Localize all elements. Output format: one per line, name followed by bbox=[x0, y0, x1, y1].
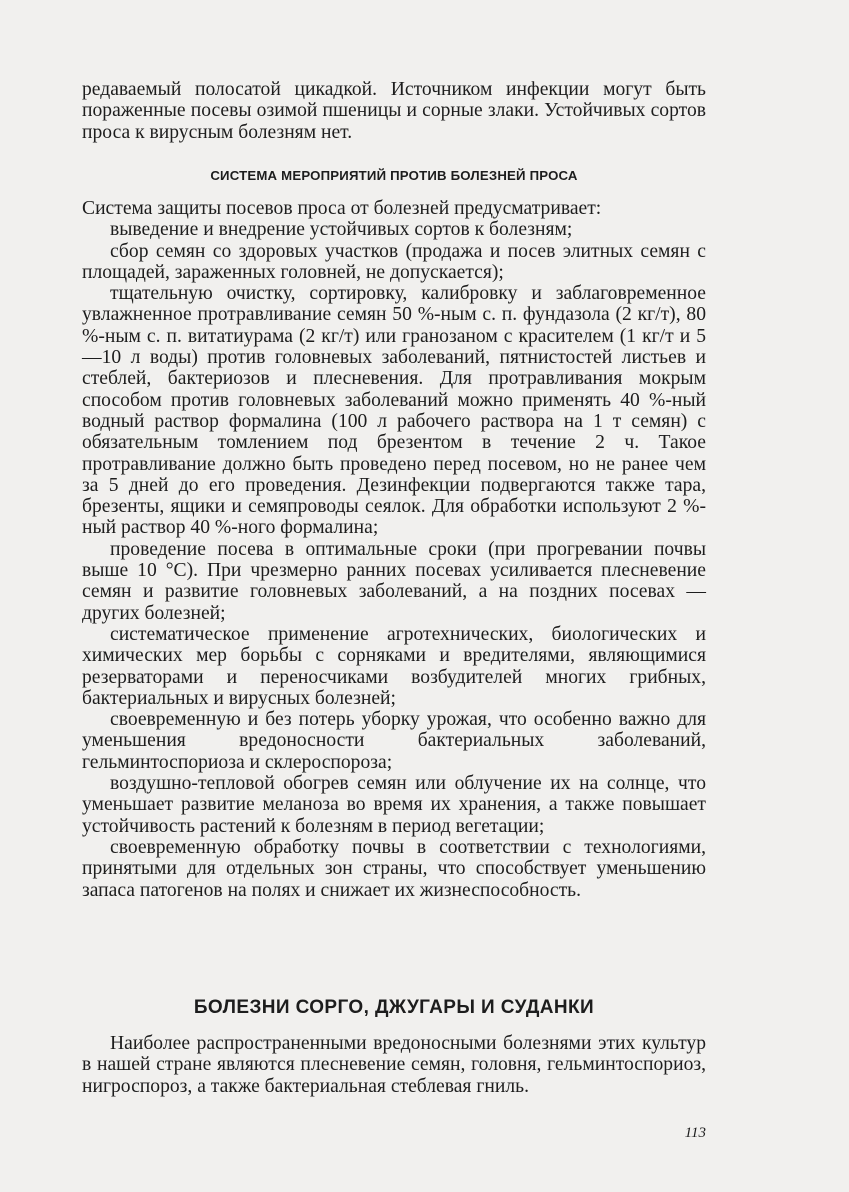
page-number: 113 bbox=[684, 1125, 706, 1141]
measure-item: своевременную обработку почвы в соответствии с технологиями, принятыми для отдельных зон страны, что способствует уменьшению запаса патогенов на полях и снижает их жизнеспособность. bbox=[82, 836, 706, 901]
measures-intro: Система защиты посевов проса от болезней предусматривает: bbox=[82, 198, 602, 219]
continued-paragraph bbox=[82, 79, 706, 143]
measures-list bbox=[82, 198, 706, 901]
measure-item: сбор семян со здоровых участков (продажа и посев элитных семян с площадей, зараженных головней, не допускается); bbox=[82, 240, 706, 283]
measure-item: выведение и внедрение устойчивых сортов к болезням; bbox=[110, 219, 573, 241]
section-heading: СИСТЕМА МЕРОПРИЯТИЙ ПРОТИВ БОЛЕЗНЕЙ ПРОСА bbox=[210, 168, 578, 183]
measure-item: воздушно-тепловой обогрев семян или облучение их на солнце, что уменьшает развитие меланоза во время их хранения, а также повышает устойчивость растений к болезням в период вегетации; bbox=[82, 773, 706, 837]
chapter-intro bbox=[82, 1033, 706, 1097]
measure-item: систематическое применение агротехнических, биологических и химических мер борьбы с сорняками и вредителями, являющимися резерваторами и переносчиками возбудителей многих грибных, бактериальных и вирусных болезней; bbox=[82, 623, 706, 709]
chapter-heading: БОЛЕЗНИ СОРГО, ДЖУГАРЫ И СУДАНКИ bbox=[193, 997, 595, 1018]
measure-item: проведение посева в оптимальные сроки (при прогревании почвы выше 10 °С). При чрезмерно ранних посевах усиливается плесневение семян и развитие головневых заболеваний, а на поздних посевах — других болезней; bbox=[82, 538, 706, 624]
measure-item: своевременную и без потерь уборку урожая, что особенно важно для уменьшения вредоносности бактериальных заболеваний, гельминтоспориоза и склероспороза; bbox=[82, 709, 706, 773]
measure-item: тщательную очистку, сортировку, калибровку и заблаговременное увлажненное протравливание семян 50 %-ным с. п. фундазола (2 кг/т), 80 %-ным с. п. витатиурама (2 кг/т) или гранозаном с красителем (1 кг/т и 5—10 л воды) против головневых заболеваний, пятнистостей листьев и стеблей, бактериозов и плесневения. Для протравливания мокрым способом против головневых заболеваний можно применять 40 %-ный водный раствор формалина (100 л рабочего раствора на 1 т семян) с обязательным томлением под брезентом в течение 2 ч. Такое протравливание должно быть проведено перед посевом, но не ранее чем за 5 дней до его проведения. Дезинфекции подвергаются также тара, брезенты, ящики и семяпроводы сеялок. Для обработки используют 2 %-ный раствор 40 %-ного формалина; bbox=[82, 283, 706, 539]
paragraph: Наиболее распространенными вредоносными болезнями этих культур в нашей стране являются плесневение семян, головня, гельминтоспориоз, нигроспороз, а также бактериальная стеблевая гниль. bbox=[82, 1033, 706, 1097]
paragraph: редаваемый полосатой цикадкой. Источником инфекции могут быть пораженные посевы озимой пшеницы и сорные злаки. Устойчивых сортов проса к вирусным болезням нет. bbox=[82, 79, 706, 143]
